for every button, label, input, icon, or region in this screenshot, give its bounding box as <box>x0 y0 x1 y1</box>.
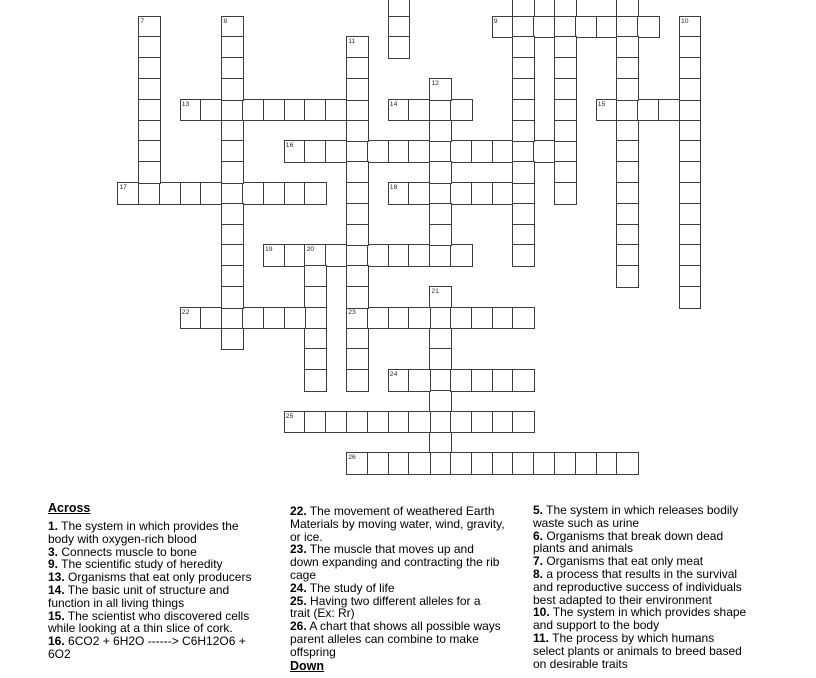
grid-cell[interactable] <box>304 307 327 330</box>
grid-cell[interactable] <box>408 140 431 163</box>
grid-cell[interactable] <box>679 57 702 80</box>
clue-number-label: 3. <box>48 544 59 559</box>
clue-24: 24. The study of life <box>290 580 395 595</box>
grid-cell[interactable] <box>242 307 265 330</box>
grid-cell[interactable] <box>512 36 535 59</box>
grid-cell[interactable] <box>512 182 535 205</box>
grid-cell[interactable] <box>221 307 244 330</box>
clue-23-line-1: 23. The muscle that moves up and <box>290 542 474 557</box>
grid-cell[interactable] <box>679 120 702 143</box>
grid-cell[interactable] <box>429 140 452 163</box>
grid-cell[interactable] <box>408 369 431 392</box>
across-header: Across <box>48 501 91 515</box>
grid-cell[interactable] <box>512 369 535 392</box>
grid-cell[interactable] <box>429 452 452 475</box>
grid-cell[interactable] <box>512 99 535 122</box>
grid-cell[interactable] <box>429 244 452 267</box>
grid-cell[interactable] <box>429 120 452 143</box>
clue-number-label: 15. <box>48 608 65 623</box>
grid-cell[interactable] <box>596 452 619 475</box>
grid-cell[interactable] <box>616 452 639 475</box>
clue-23-line-3: cage <box>290 567 317 582</box>
clue-15-line-2: while looking at a thin slice of cork. <box>48 621 233 636</box>
grid-cell[interactable] <box>304 265 327 288</box>
grid-cell[interactable] <box>512 140 535 163</box>
grid-cell[interactable] <box>554 99 577 122</box>
grid-cell[interactable] <box>138 161 161 184</box>
grid-cell[interactable] <box>138 78 161 101</box>
grid-cell[interactable] <box>346 244 369 267</box>
grid-cell[interactable] <box>242 99 265 122</box>
grid-cell[interactable] <box>575 16 598 39</box>
grid-cell[interactable] <box>512 161 535 184</box>
grid-cell[interactable] <box>221 286 244 309</box>
grid-cell[interactable] <box>388 452 411 475</box>
grid-cell[interactable] <box>263 182 286 205</box>
grid-cell[interactable] <box>284 99 307 122</box>
grid-cell[interactable] <box>388 411 411 434</box>
grid-cell[interactable] <box>304 348 327 371</box>
grid-cell[interactable] <box>616 224 639 247</box>
grid-cell[interactable] <box>471 369 494 392</box>
grid-cell[interactable] <box>429 390 452 413</box>
grid-cell[interactable] <box>554 452 577 475</box>
grid-cell[interactable] <box>429 348 452 371</box>
grid-cell[interactable] <box>554 36 577 59</box>
clue-5-line-2: waste such as urine <box>533 515 640 530</box>
clue-number-label: 16. <box>48 634 65 649</box>
clue-number-label: 24. <box>290 580 307 595</box>
grid-cell[interactable] <box>346 161 369 184</box>
grid-cell[interactable] <box>304 140 327 163</box>
grid-cell[interactable] <box>388 307 411 330</box>
clue-11-line-1: 11. The process by which humans <box>533 630 715 645</box>
grid-cell[interactable] <box>512 452 535 475</box>
grid-cell[interactable] <box>492 182 515 205</box>
grid-cell[interactable] <box>471 452 494 475</box>
clue-11-line-2: select plants or animals to breed based <box>533 643 742 658</box>
grid-cell[interactable] <box>492 307 515 330</box>
clue-16-line-1: 16. 6CO2 + 6H2O ------> C6H12O6 + <box>48 634 246 649</box>
grid-cell[interactable] <box>512 244 535 267</box>
grid-cell[interactable] <box>429 182 452 205</box>
grid-cell[interactable] <box>429 411 452 434</box>
grid-cell[interactable] <box>138 182 161 205</box>
grid-cell[interactable] <box>346 224 369 247</box>
grid-cell[interactable] <box>512 224 535 247</box>
grid-cell[interactable] <box>304 328 327 351</box>
clue-23-line-2: down expanding and contracting the rib <box>290 555 500 570</box>
grid-cell[interactable] <box>679 244 702 267</box>
clue-number-label: 5. <box>533 503 544 517</box>
grid-cell[interactable] <box>367 411 390 434</box>
grid-cell[interactable] <box>679 36 702 59</box>
clue-number-label: 22. <box>290 504 307 518</box>
grid-cell[interactable] <box>679 203 702 226</box>
grid-cell[interactable] <box>450 411 473 434</box>
clue-10-line-2: and support to the body <box>533 618 660 633</box>
grid-cell[interactable] <box>429 99 452 122</box>
grid-cell[interactable] <box>221 57 244 80</box>
clue-8-line-1: 8. a process that results in the survival <box>533 566 738 581</box>
grid-cell[interactable] <box>346 57 369 80</box>
grid-cell[interactable] <box>429 224 452 247</box>
grid-cell[interactable] <box>679 224 702 247</box>
grid-cell[interactable] <box>346 369 369 392</box>
grid-cell[interactable] <box>512 57 535 80</box>
clue-26-line-3: offspring <box>290 644 336 659</box>
grid-cell[interactable] <box>533 16 556 39</box>
grid-cell[interactable] <box>138 99 161 122</box>
grid-cell[interactable] <box>512 120 535 143</box>
clue-number-9: 9 <box>493 17 498 25</box>
clue-15-line-1: 15. The scientist who discovered cells <box>48 608 250 623</box>
grid-cell[interactable] <box>138 57 161 80</box>
grid-cell[interactable] <box>346 140 369 163</box>
grid-cell[interactable] <box>180 182 203 205</box>
grid-cell[interactable] <box>429 328 452 351</box>
grid-cell[interactable] <box>616 265 639 288</box>
clue-number-20: 20 <box>306 246 315 254</box>
grid-cell[interactable] <box>346 203 369 226</box>
grid-cell[interactable] <box>221 140 244 163</box>
grid-cell[interactable] <box>471 411 494 434</box>
grid-cell[interactable] <box>575 452 598 475</box>
grid-cell[interactable] <box>554 78 577 101</box>
clue-1-line-2: body with oxygen-rich blood <box>48 531 197 546</box>
grid-cell[interactable] <box>616 203 639 226</box>
grid-cell[interactable] <box>596 16 619 39</box>
grid-cell[interactable] <box>450 452 473 475</box>
grid-cell[interactable] <box>429 369 452 392</box>
grid-cell[interactable] <box>304 182 327 205</box>
clue-number-label: 23. <box>290 542 307 557</box>
grid-cell[interactable] <box>221 244 244 267</box>
grid-cell[interactable] <box>679 99 702 122</box>
clue-number-7: 7 <box>140 17 144 25</box>
grid-cell[interactable] <box>679 265 702 288</box>
grid-cell[interactable] <box>388 16 411 39</box>
grid-cell[interactable] <box>325 140 348 163</box>
grid-cell[interactable] <box>346 182 369 205</box>
grid-cell[interactable] <box>346 411 369 434</box>
clue-25-line-1: 25. Having two different alleles for a <box>290 593 481 608</box>
grid-cell[interactable] <box>637 99 660 122</box>
grid-cell[interactable] <box>679 140 702 163</box>
clue-7: 7. Organisms that eat only meat <box>533 554 704 569</box>
grid-cell[interactable] <box>346 99 369 122</box>
clue-22-line-1: 22. The movement of weathered Earth <box>290 504 495 518</box>
clue-number-26: 26 <box>348 454 356 462</box>
grid-cell[interactable] <box>138 140 161 163</box>
grid-cell[interactable] <box>221 328 244 351</box>
clue-number-label: 11. <box>533 630 550 645</box>
clue-10-line-1: 10. The system in which provides shape <box>533 605 747 620</box>
grid-cell[interactable] <box>512 411 535 434</box>
grid-cell[interactable] <box>658 99 681 122</box>
clue-16-line-2: 6O2 <box>48 646 71 661</box>
grid-cell[interactable] <box>221 224 244 247</box>
clue-number-label: 14. <box>48 582 65 597</box>
grid-cell[interactable] <box>221 203 244 226</box>
grid-cell[interactable] <box>200 182 223 205</box>
clue-number-23: 23 <box>348 308 356 316</box>
grid-cell[interactable] <box>637 16 660 39</box>
grid-cell[interactable] <box>304 369 327 392</box>
grid-cell[interactable] <box>346 120 369 143</box>
grid-cell[interactable] <box>304 99 327 122</box>
grid-cell[interactable] <box>367 452 390 475</box>
grid-cell[interactable] <box>616 99 639 122</box>
grid-cell[interactable] <box>408 307 431 330</box>
grid-cell[interactable] <box>388 36 411 59</box>
grid-cell[interactable] <box>616 0 639 17</box>
grid-cell[interactable] <box>492 140 515 163</box>
clue-number-18: 18 <box>389 184 398 191</box>
clue-number-label: 8. <box>533 566 544 581</box>
grid-cell[interactable] <box>554 16 577 39</box>
clue-14-line-2: function in all living things <box>48 595 185 610</box>
grid-cell[interactable] <box>263 99 286 122</box>
grid-cell[interactable] <box>388 244 411 267</box>
grid-cell[interactable] <box>388 140 411 163</box>
clue-26-line-1: 26. A chart that shows all possible ways <box>290 619 501 634</box>
grid-cell[interactable] <box>616 182 639 205</box>
grid-cell[interactable] <box>408 244 431 267</box>
grid-cell[interactable] <box>679 182 702 205</box>
grid-cell[interactable] <box>554 182 577 205</box>
grid-cell[interactable] <box>304 411 327 434</box>
grid-cell[interactable] <box>325 99 348 122</box>
grid-cell[interactable] <box>554 57 577 80</box>
grid-cell[interactable] <box>616 140 639 163</box>
clue-9: 9. The scientific study of heredity <box>48 557 223 572</box>
grid-cell[interactable] <box>346 265 369 288</box>
clue-11-line-3: on desirable traits <box>533 656 628 671</box>
grid-cell[interactable] <box>304 286 327 309</box>
clue-14-line-1: 14. The basic unit of structure and <box>48 582 230 597</box>
clue-3: 3. Connects muscle to bone <box>48 544 197 559</box>
clue-number-21: 21 <box>431 288 439 295</box>
clue-6-line-2: plants and animals <box>533 541 634 556</box>
grid-cell[interactable] <box>346 328 369 351</box>
clue-5-line-1: 5. The system in which releases bodily <box>533 503 739 517</box>
clue-8-line-2: and reproductive success of individuals <box>533 579 742 594</box>
grid-cell[interactable] <box>492 369 515 392</box>
clue-number-label: 9. <box>48 557 59 572</box>
grid-cell[interactable] <box>346 286 369 309</box>
grid-cell[interactable] <box>679 161 702 184</box>
grid-cell[interactable] <box>616 161 639 184</box>
clue-number-15: 15 <box>597 100 606 108</box>
across-clues-column <box>48 501 298 661</box>
grid-cell[interactable] <box>263 307 286 330</box>
grid-cell[interactable] <box>492 452 515 475</box>
clue-number-label: 6. <box>533 528 544 543</box>
grid-cell[interactable] <box>221 120 244 143</box>
clue-13: 13. Organisms that eat only producers <box>48 570 252 585</box>
grid-cell[interactable] <box>221 182 244 205</box>
clue-number-25: 25 <box>285 412 294 420</box>
clue-number-label: 1. <box>48 519 59 533</box>
grid-cell[interactable] <box>679 78 702 101</box>
grid-cell[interactable] <box>554 120 577 143</box>
grid-cell[interactable] <box>554 140 577 163</box>
grid-cell[interactable] <box>471 307 494 330</box>
grid-cell[interactable] <box>512 0 535 17</box>
clue-1-line-1: 1. The system in which provides the <box>48 519 239 533</box>
grid-cell[interactable] <box>429 307 452 330</box>
grid-cell[interactable] <box>408 411 431 434</box>
clue-number-11: 11 <box>348 38 356 46</box>
grid-cell[interactable] <box>450 369 473 392</box>
clue-number-14: 14 <box>389 100 398 108</box>
clue-number-label: 7. <box>533 554 544 569</box>
clue-number-8: 8 <box>223 17 228 25</box>
grid-cell[interactable] <box>450 182 473 205</box>
clue-25-line-2: trait (Ex: Rr) <box>290 606 355 621</box>
grid-cell[interactable] <box>221 265 244 288</box>
grid-cell[interactable] <box>284 182 307 205</box>
clue-number-13: 13 <box>181 100 190 108</box>
grid-cell[interactable] <box>200 307 223 330</box>
grid-cell[interactable] <box>221 36 244 59</box>
clue-22-line-3: or ice. <box>290 529 323 544</box>
clue-number-16: 16 <box>285 142 294 150</box>
grid-cell[interactable] <box>471 140 494 163</box>
grid-cell[interactable] <box>533 452 556 475</box>
grid-cell[interactable] <box>408 452 431 475</box>
grid-cell[interactable] <box>471 182 494 205</box>
grid-cell[interactable] <box>346 78 369 101</box>
grid-cell[interactable] <box>221 161 244 184</box>
clue-number-17: 17 <box>119 184 127 191</box>
grid-cell[interactable] <box>221 99 244 122</box>
grid-cell[interactable] <box>679 286 702 309</box>
grid-cell[interactable] <box>450 244 473 267</box>
grid-cell[interactable] <box>284 307 307 330</box>
clue-number-label: 10. <box>533 605 550 620</box>
grid-cell[interactable] <box>616 244 639 267</box>
grid-cell[interactable] <box>367 307 390 330</box>
grid-cell[interactable] <box>616 16 639 39</box>
grid-cell[interactable] <box>138 36 161 59</box>
grid-cell[interactable] <box>242 182 265 205</box>
grid-cell[interactable] <box>325 244 348 267</box>
grid-cell[interactable] <box>450 99 473 122</box>
grid-cell[interactable] <box>346 348 369 371</box>
clue-number-19: 19 <box>265 246 273 254</box>
grid-cell[interactable] <box>554 161 577 184</box>
grid-cell[interactable] <box>616 120 639 143</box>
grid-cell[interactable] <box>284 244 307 267</box>
grid-cell[interactable] <box>512 16 535 39</box>
down-header: Down <box>290 658 325 673</box>
grid-cell[interactable] <box>554 0 577 17</box>
grid-cell[interactable] <box>429 432 452 455</box>
across-clues-column-2 <box>290 505 540 678</box>
grid-cell[interactable] <box>512 307 535 330</box>
grid-cell[interactable] <box>367 140 390 163</box>
grid-cell[interactable] <box>138 120 161 143</box>
clue-number-10: 10 <box>681 17 689 25</box>
grid-cell[interactable] <box>429 203 452 226</box>
clue-number-22: 22 <box>181 308 190 316</box>
clue-26-line-2: parent alleles can combine to make <box>290 631 479 646</box>
grid-cell[interactable] <box>512 78 535 101</box>
clue-number-12: 12 <box>431 80 439 87</box>
grid-cell[interactable] <box>533 140 556 163</box>
grid-cell[interactable] <box>492 411 515 434</box>
grid-cell[interactable] <box>221 78 244 101</box>
grid-cell[interactable] <box>325 411 348 434</box>
grid-cell[interactable] <box>450 307 473 330</box>
clue-number-24: 24 <box>389 371 398 379</box>
grid-cell[interactable] <box>408 99 431 122</box>
grid-cell[interactable] <box>159 182 182 205</box>
clue-8-line-3: best adapted to their environment <box>533 592 712 607</box>
clue-22-line-2: Materials by moving water, wind, gravity, <box>290 516 505 531</box>
grid-cell[interactable] <box>429 161 452 184</box>
grid-cell[interactable] <box>367 244 390 267</box>
clue-6-line-1: 6. Organisms that break down dead <box>533 528 724 543</box>
clue-number-label: 25. <box>290 593 307 608</box>
grid-cell[interactable] <box>616 78 639 101</box>
grid-cell[interactable] <box>616 36 639 59</box>
grid-cell[interactable] <box>512 203 535 226</box>
grid-cell[interactable] <box>408 182 431 205</box>
down-clues-column <box>533 504 783 670</box>
clue-number-label: 26. <box>290 619 307 634</box>
clue-number-label: 13. <box>48 570 65 585</box>
grid-cell[interactable] <box>616 57 639 80</box>
grid-cell[interactable] <box>200 99 223 122</box>
grid-cell[interactable] <box>450 140 473 163</box>
